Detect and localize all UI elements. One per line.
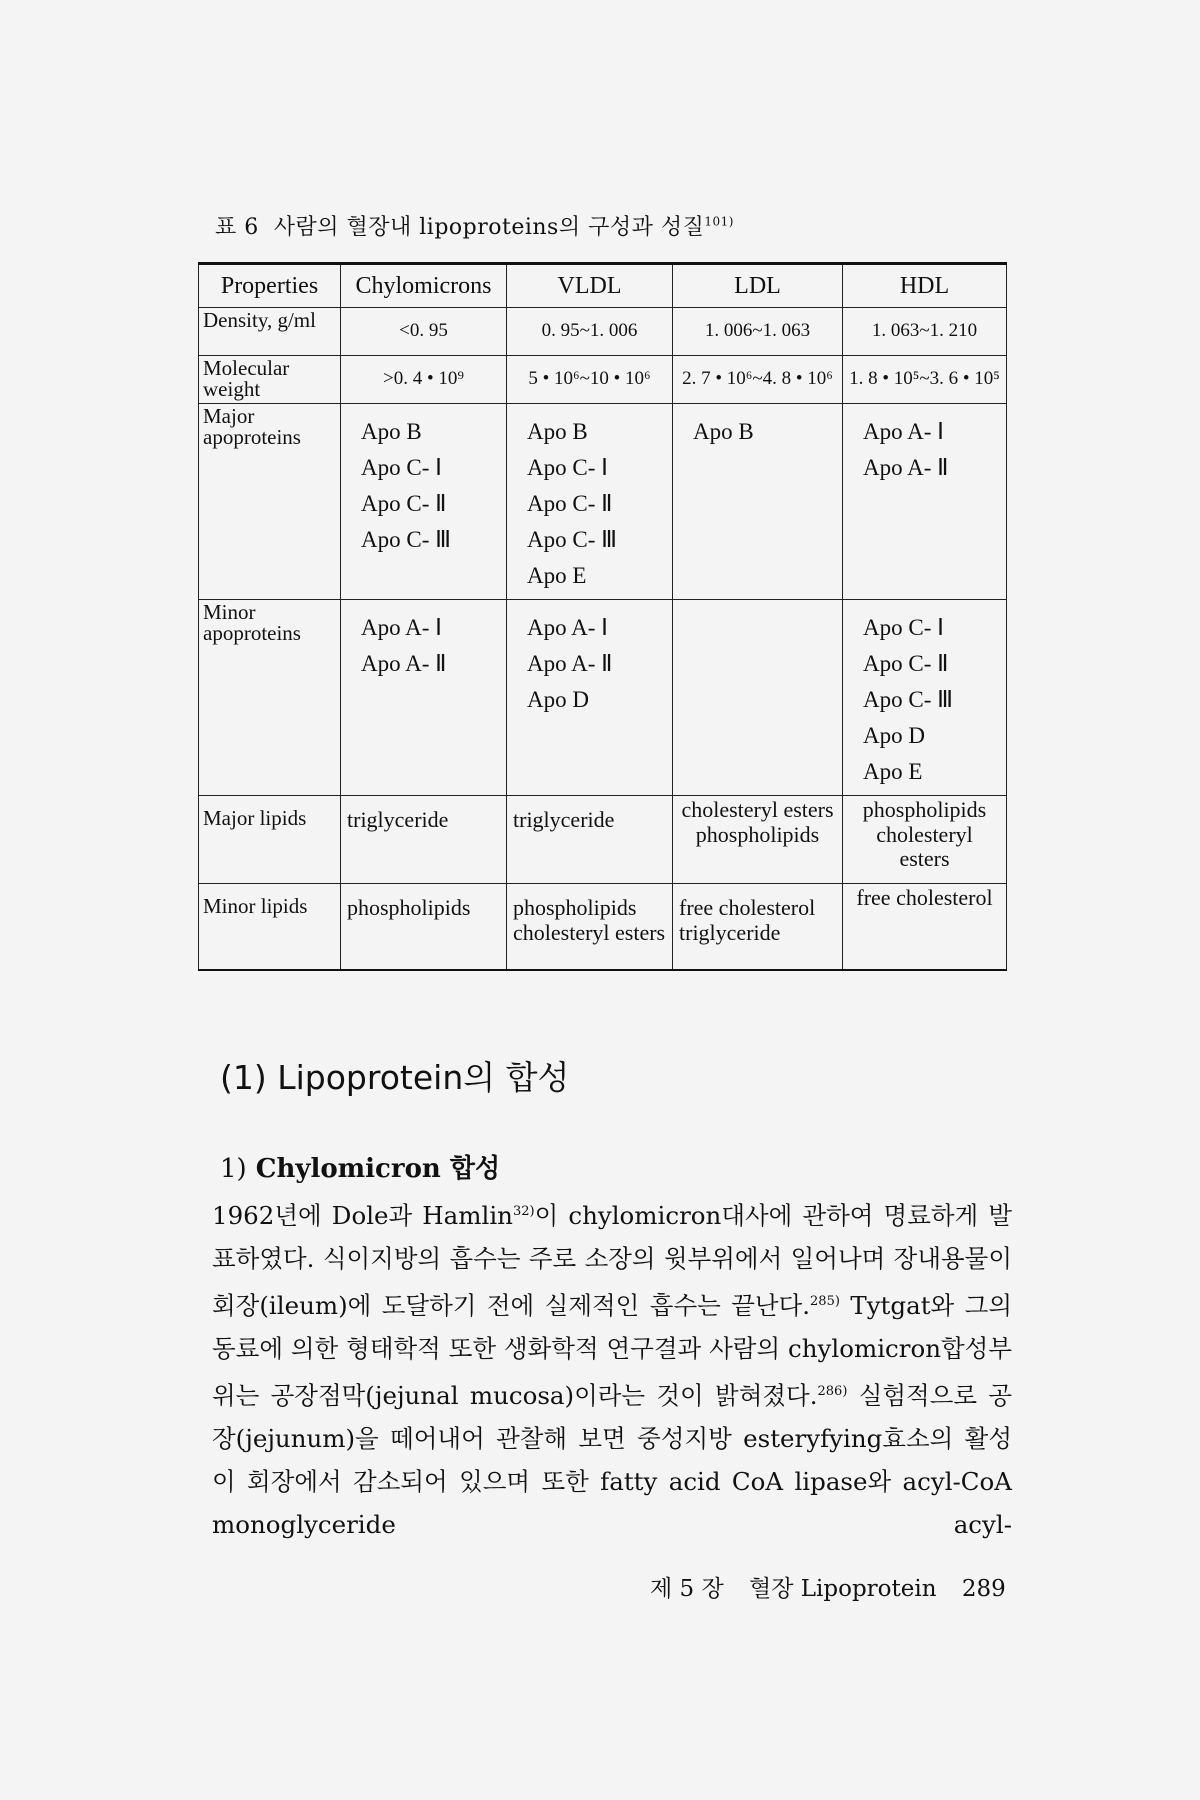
header-properties: Properties bbox=[199, 264, 341, 308]
cell-minor-lipids-hdl: free cholesterol bbox=[843, 884, 1007, 970]
footer-title: 혈장 Lipoprotein bbox=[749, 1576, 937, 1602]
table-row-density bbox=[199, 308, 1007, 356]
apoprotein-item: Apo B bbox=[527, 419, 588, 445]
apoprotein-item: Apo C- Ⅱ bbox=[863, 651, 949, 677]
apoprotein-item: Apo E bbox=[863, 759, 923, 785]
table-row-minor-apoproteins bbox=[199, 600, 1007, 796]
cell-density-ldl: 1. 006~1. 063 bbox=[673, 308, 843, 356]
cell-major-lipids-ldl: cholesteryl esters phospholipids bbox=[673, 796, 843, 884]
header-ldl: LDL bbox=[673, 264, 843, 308]
cell-mw-ldl: 2. 7 • 10⁶~4. 8 • 10⁶ bbox=[673, 356, 843, 404]
caption-title: 사람의 혈장내 lipoproteins의 구성과 성질 bbox=[273, 215, 705, 240]
table-caption bbox=[215, 210, 734, 241]
row-label-minor-lipids: Minor lipids bbox=[199, 884, 341, 970]
apoprotein-item: Apo B bbox=[693, 419, 754, 445]
subsection-title: Chylomicron 합성 bbox=[255, 1154, 501, 1184]
table-header-row bbox=[199, 264, 1007, 308]
cell-major-apo-hdl bbox=[843, 404, 1007, 600]
row-label-major-apoproteins: Major apoproteins bbox=[199, 404, 341, 600]
cell-mw-hdl: 1. 8 • 10⁵~3. 6 • 10⁵ bbox=[843, 356, 1007, 404]
cell-major-apo-ldl bbox=[673, 404, 843, 600]
header-chylomicrons: Chylomicrons bbox=[341, 264, 507, 308]
apoprotein-item: Apo A- Ⅰ bbox=[361, 615, 442, 641]
apoprotein-item: Apo C- Ⅰ bbox=[863, 615, 944, 641]
ref-285: 285) bbox=[810, 1294, 840, 1310]
lipoprotein-table bbox=[198, 262, 1006, 971]
cell-mw-vldl: 5 • 10⁶~10 • 10⁶ bbox=[507, 356, 673, 404]
cell-density-vldl: 0. 95~1. 006 bbox=[507, 308, 673, 356]
cell-density-chylo: <0. 95 bbox=[341, 308, 507, 356]
table-row-major-lipids bbox=[199, 796, 1007, 884]
row-label-density: Density, g/ml bbox=[199, 308, 341, 356]
page-number: 289 bbox=[961, 1576, 1006, 1602]
table-row-major-apoproteins bbox=[199, 404, 1007, 600]
page-footer bbox=[650, 1570, 1024, 1603]
apoprotein-item: Apo C- Ⅲ bbox=[863, 687, 953, 713]
apoprotein-item: Apo D bbox=[527, 687, 589, 713]
cell-major-lipids-hdl: phospholipids cholesteryl esters bbox=[843, 796, 1007, 884]
apoprotein-item: Apo B bbox=[361, 419, 422, 445]
body-paragraph bbox=[212, 1190, 1012, 1546]
ref-32: 32) bbox=[512, 1204, 535, 1219]
table-row-minor-lipids bbox=[199, 884, 1007, 970]
caption-prefix: 표 6 bbox=[215, 215, 259, 240]
apoprotein-item: Apo A- Ⅱ bbox=[361, 651, 447, 677]
body-sentence-3: Tytgat와 그의 동료에 의한 형태학적 또한 생화학적 연구결과 사람의 chylomicron합성부위는 공장점막(jejunal mucosa)이라는 것이 밝혀졌다. bbox=[212, 1291, 1012, 1411]
apoprotein-item: Apo C- Ⅱ bbox=[527, 491, 613, 517]
footer-chapter: 제 5 장 bbox=[650, 1576, 724, 1602]
ref-286: 286) bbox=[817, 1384, 848, 1400]
body-sentence-1: 1962년에 Dole과 Hamlin bbox=[212, 1201, 513, 1231]
header-hdl: HDL bbox=[843, 264, 1007, 308]
cell-mw-chylo: >0. 4 • 10⁹ bbox=[341, 356, 507, 404]
apoprotein-item: Apo C- Ⅱ bbox=[361, 491, 447, 517]
cell-major-apo-chylo bbox=[341, 404, 507, 600]
cell-major-lipids-chylo: triglyceride bbox=[341, 796, 507, 884]
row-label-molecular-weight: Molecular weight bbox=[199, 356, 341, 404]
apoprotein-item: Apo C- Ⅰ bbox=[361, 455, 442, 481]
cell-minor-apo-hdl bbox=[843, 600, 1007, 796]
cell-minor-lipids-vldl: phospholipids cholesteryl esters bbox=[507, 884, 673, 970]
apoprotein-item: Apo E bbox=[527, 563, 587, 589]
apoprotein-item: Apo A- Ⅱ bbox=[527, 651, 613, 677]
row-label-major-lipids: Major lipids bbox=[199, 796, 341, 884]
apoprotein-item: Apo A- Ⅱ bbox=[863, 455, 949, 481]
cell-minor-lipids-ldl: free cholesterol triglyceride bbox=[673, 884, 843, 970]
apoprotein-item: Apo C- Ⅲ bbox=[361, 527, 451, 553]
cell-minor-lipids-chylo: phospholipids bbox=[341, 884, 507, 970]
caption-ref: 101) bbox=[704, 214, 734, 229]
apoprotein-item: Apo D bbox=[863, 723, 925, 749]
body-sentence-2: 이 chylomicron대사에 관하여 명료하게 발표하였다. 식이지방의 흡수는 주로 소장의 윗부위에서 일어나며 장내용물이 회장(ileum)에 도달하기 전에 실제적인 흡수는 끝난다. bbox=[212, 1201, 1012, 1321]
apoprotein-item: Apo A- Ⅰ bbox=[863, 419, 944, 445]
cell-density-hdl: 1. 063~1. 210 bbox=[843, 308, 1007, 356]
row-label-minor-apoproteins: Minor apoproteins bbox=[199, 600, 341, 796]
subsection-number: 1) bbox=[220, 1154, 247, 1184]
table-row-molecular-weight bbox=[199, 356, 1007, 404]
apoprotein-item: Apo A- Ⅰ bbox=[527, 615, 608, 641]
apoprotein-item: Apo C- Ⅲ bbox=[527, 527, 617, 553]
cell-major-lipids-vldl: triglyceride bbox=[507, 796, 673, 884]
cell-minor-apo-vldl bbox=[507, 600, 673, 796]
header-vldl: VLDL bbox=[507, 264, 673, 308]
cell-major-apo-vldl bbox=[507, 404, 673, 600]
cell-minor-apo-ldl bbox=[673, 600, 843, 796]
cell-minor-apo-chylo bbox=[341, 600, 507, 796]
section-heading: (1) Lipoprotein의 합성 bbox=[220, 1058, 570, 1097]
body-sentence-4: 실험적으로 공장(jejunum)을 떼어내어 관찰해 보면 중성지방 esteryfying효소의 활성이 회장에서 감소되어 있으며 또한 fatty acid CoA lipase와 acyl-CoA monoglyceride acyl- bbox=[212, 1381, 1013, 1540]
subsection-heading bbox=[220, 1148, 500, 1185]
apoprotein-item: Apo C- Ⅰ bbox=[527, 455, 608, 481]
